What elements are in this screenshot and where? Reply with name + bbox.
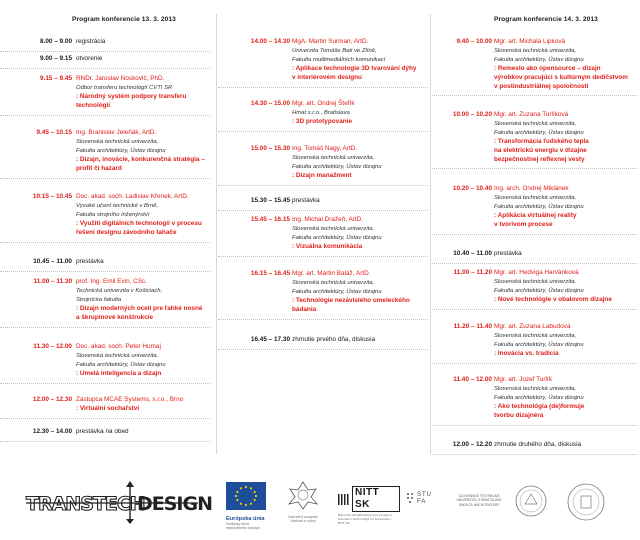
talk-title: tvorbu dizajnéra [494, 411, 544, 419]
affiliation: Fakulta strojního inženýrství [76, 211, 150, 218]
speaker-name: Mgr. art. Zuzana Turlíková [494, 111, 569, 118]
day2-title: Program konferencie 14. 3. 2013 [494, 16, 598, 23]
column-divider [430, 14, 431, 454]
entry-time: 10.00 – 10.20 [452, 111, 492, 118]
affiliation: Fakulta architektúry, Ústav dizajnu [494, 129, 584, 136]
entry-separator [432, 234, 637, 235]
affiliation: Fakulta architektúry, Ústav dizajnu [494, 287, 584, 294]
affiliation: Vysoké učení technické v Brně, [76, 202, 159, 209]
stu-fa-text: SLOVENSKÁ TECHNICKÁ UNIVERZITA V BRATISLAVE FAKULTA ARCHITEKTÚRY [456, 494, 502, 507]
affiliation: Slovenská technická univerzita, [494, 47, 577, 54]
entry-time: 11.00 – 11.30 [33, 278, 72, 285]
svg-text:DESIGN: DESIGN [137, 493, 213, 515]
seal-icon [566, 482, 606, 522]
affiliation: Fakulta architektúry, Ústav dizajnu [494, 341, 584, 348]
entry-separator [432, 425, 637, 426]
entry-separator [0, 327, 210, 328]
talk-title: : Virtuální sochařství [76, 404, 140, 412]
talk-title: : Dizajn moderných ocelí pre ľahké nosné [76, 304, 203, 312]
eu-label: Európska únia [226, 516, 265, 522]
entry-separator [0, 441, 210, 442]
stu-label: STU [417, 492, 432, 498]
entry-time: 11.20 – 11.40 [453, 323, 492, 330]
affiliation: Hmat s.r.o., Bratislava [292, 109, 350, 116]
seal-icon [514, 484, 548, 518]
entry-time: 15.45 – 16.15 [250, 216, 290, 223]
column-divider [216, 14, 217, 454]
speaker-name: Zástupca MCAE Systems, s.r.o., Brno [76, 396, 184, 403]
entry-separator [432, 363, 637, 364]
talk-title: : Remeslo ako opensource – dizajn [494, 64, 601, 72]
eu-sub: Európsky fond regionálneho rozvoja [226, 522, 260, 530]
nitt-label: NITT SK [352, 486, 400, 512]
talk-title: bezpečnostnej reflexnej vesty [494, 155, 585, 163]
affiliation: Strojnícka fakulta [76, 296, 122, 303]
affiliation: Slovenská technická univerzita, [494, 278, 577, 285]
talk-title: technológií [76, 101, 111, 109]
speaker-name: Mgr. art. Jozef Turlík [494, 376, 552, 383]
entry-separator [0, 271, 210, 272]
talk-title: profit či hazard [76, 164, 122, 172]
affiliation: Slovenská technická univerzita, [76, 138, 159, 145]
entry-time: 10.40 – 11.00 [453, 250, 492, 257]
entry-time: 14.30 – 15.00 [250, 100, 290, 107]
affiliation: Fakulta multimediálních komunikací [292, 56, 386, 63]
entry-time: 9.00 – 9.15 [40, 55, 72, 62]
entry-text: zhrnutie prvého dňa, diskusia [292, 336, 376, 343]
talk-title: : Využití digitálních technologií v procesu [76, 219, 202, 227]
entry-time: 9.45 – 10.15 [36, 129, 72, 136]
speaker-name: Doc. akad. soch. Peter Humaj [76, 343, 161, 350]
entry-text: prestávka na obed [76, 428, 129, 435]
entry-separator [0, 242, 210, 243]
speaker-name: Ing. Branislav Jeleňák, ArtD. [76, 129, 157, 136]
affiliation: Fakulta architektúry, Ústav dizajnu [494, 203, 584, 210]
affiliation: Slovenská technická univerzita, [292, 225, 375, 232]
talk-title: : Nové technológie v obalovom dizajne [494, 295, 612, 303]
speaker-name: Doc. akad. soch. Ladislav Křenek, ArtD. [76, 193, 189, 200]
talk-title: : Aplikace technologie 3D tvarování dýhy [292, 64, 417, 72]
speaker-name: MgA. Martin Surman, ArtD. [292, 38, 369, 45]
entry-time: 9.40 – 10.00 [456, 38, 492, 45]
entry-time: 12.30 – 14.00 [32, 428, 72, 435]
day1-afternoon-column [218, 0, 428, 462]
entry-separator [218, 131, 428, 132]
entry-time: 16.15 – 16.45 [250, 270, 290, 277]
affiliation: Slovenská technická univerzita, [494, 385, 577, 392]
speaker-name: RNDr. Jaroslav Noskovič, PhD. [76, 75, 165, 82]
affiliation: Odbor transferu technológií CVTI SR [76, 84, 173, 91]
affiliation: Fakulta architektúry, Ústav dizajnu [494, 56, 584, 63]
entry-separator [218, 185, 428, 186]
eu-flag-logo [226, 482, 270, 528]
affiliation: Univerzita Tomáše Bati ve Zlíně, [292, 47, 377, 54]
talk-title: : Vizuálna komunikácia [292, 242, 363, 250]
entry-text: prestávka [494, 250, 522, 257]
entry-time: 9.15 – 9.45 [40, 75, 72, 82]
affiliation: Slovenská technická univerzita, [494, 194, 577, 201]
affiliation: Technická univerzita v Košiciach, [76, 287, 163, 294]
speaker-name: Mgr. art. Hedviga Harvánková [494, 269, 579, 276]
nitt-bars-icon [338, 492, 350, 506]
speaker-name: Mgr. art. Ondrej Štefík [292, 100, 355, 107]
university-seal-1 [514, 484, 548, 518]
talk-title: a škrupinové konštrukcie [76, 313, 154, 321]
entry-time: 12.00 – 12.20 [452, 441, 492, 448]
university-seal-2 [566, 482, 606, 522]
talk-title: : Inovácia vs. tradícia [494, 349, 559, 357]
entry-separator [0, 383, 210, 384]
talk-title: : Dizajn manažment [292, 171, 352, 179]
svg-text:TRANSTECH: TRANSTECH [26, 493, 145, 515]
talk-title: výrobkov pracujúci s kultúrnym dedičstvom [494, 73, 628, 81]
affiliation: Fakulta architektúry, Ústav dizajnu [292, 288, 382, 295]
entry-separator [218, 319, 428, 320]
transtechdesign-logo [22, 478, 213, 524]
affiliation: Fakulta architektúry, Ústav dizajnu [76, 361, 166, 368]
talk-title: : Technológie nezávislého umeleckého [292, 296, 410, 304]
talk-title: : Ako technológia (de)formuje [494, 402, 585, 410]
entry-time: 10.20 – 10.40 [452, 185, 492, 192]
stu-sub: FA [417, 499, 427, 505]
speaker-name: Mgr. art. Michala Lipková [494, 38, 566, 45]
affiliation: Slovenská technická univerzita, [292, 279, 375, 286]
footer-logos [0, 472, 640, 534]
entry-separator [218, 87, 428, 88]
speaker-name: Mgr. art. Zuzana Labudová [494, 323, 571, 330]
talk-title: na elektrickú energiu v dizajne [494, 146, 587, 154]
entry-time: 12.00 – 12.30 [32, 396, 72, 403]
talk-title: : Dizajn, inovácie, konkurenčná stratégia – [76, 155, 205, 163]
entry-time: 15.00 – 15.30 [250, 145, 290, 152]
affiliation: Fakulta architektúry, Ústav dizajnu [494, 394, 584, 401]
talk-title: v interiérovém designu [292, 73, 362, 81]
stu-fa-text-logo [452, 494, 506, 512]
entry-separator [0, 115, 210, 116]
stu-fa-logo [406, 492, 440, 512]
entry-text: prestávka [292, 197, 320, 204]
talk-title: : Aplikácia virtuálnej reality [494, 211, 577, 219]
speaker-name: Ing. Tomáš Nagy, ArtD. [292, 145, 358, 152]
entry-time: 14.00 – 14.30 [250, 38, 290, 45]
talk-title: : Transformácia ľudského tepla [494, 137, 589, 145]
talk-title: bádania [292, 305, 317, 313]
entry-separator [432, 309, 637, 310]
entry-time: 10.15 – 10.45 [32, 193, 72, 200]
entry-separator [0, 68, 210, 69]
entry-time: 8.00 – 9.00 [40, 38, 72, 45]
eu-flag-icon [226, 482, 266, 510]
op-crest-logo [284, 480, 324, 530]
entry-separator [432, 454, 637, 455]
entry-separator [0, 51, 210, 52]
speaker-name: prof. Ing. Emil Evin, CSc. [76, 278, 148, 285]
entry-separator [0, 178, 210, 179]
affiliation: Slovenská technická univerzita, [76, 352, 159, 359]
crest-label: Operačný program Výskum a vývoj [287, 515, 319, 523]
speaker-name: Ing. arch. Ondrej Miklánek [494, 185, 569, 192]
entry-text: registrácia [76, 38, 106, 45]
entry-separator [432, 263, 637, 264]
entry-time: 10.45 – 11.00 [33, 258, 72, 265]
entry-time: 11.40 – 12.00 [453, 376, 492, 383]
entry-separator [432, 168, 637, 169]
entry-separator [218, 349, 428, 350]
affiliation: Slovenská technická univerzita, [494, 332, 577, 339]
entry-text: prestávka [76, 258, 104, 265]
entry-text: zhrnutie druhého dňa, diskusia [494, 441, 582, 448]
talk-title: řešení designu závodního tahače [76, 228, 177, 236]
nitt-sub: Národná infraštruktúra pre podporu transferu technológií na Slovensku – NITT SK [338, 513, 393, 525]
talk-title: : Národný systém podpory transferu [76, 92, 187, 100]
entry-separator [432, 95, 637, 96]
affiliation: Slovenská technická univerzita, [494, 120, 577, 127]
nitt-sk-logo [338, 486, 400, 526]
affiliation: Slovenská technická univerzita, [292, 154, 375, 161]
affiliation: Fakulta architektúry, Ústav dizajnu [292, 234, 382, 241]
day1-column [0, 0, 214, 462]
entry-time: 15.30 – 15.45 [250, 197, 290, 204]
crest-icon [284, 480, 322, 510]
entry-separator [218, 256, 428, 257]
affiliation: Fakulta architektúry, Ústav dizajnu [292, 163, 382, 170]
talk-title: v tvorivom procese [494, 220, 553, 228]
day1-title: Program konferencie 13. 3. 2013 [72, 16, 176, 23]
talk-title: : Umelá inteligencia a dizajn [76, 369, 162, 377]
speaker-name: Mgr. art. Martin Baláž, ArtD. [292, 270, 371, 277]
entry-time: 16.45 – 17.30 [250, 336, 290, 343]
affiliation: Fakulta architektúry, Ústav dizajnu [76, 147, 166, 154]
entry-text: otvorenie [76, 55, 103, 62]
entry-time: 11.30 – 12.00 [33, 343, 72, 350]
stu-dots-icon [406, 492, 414, 504]
talk-title: : 3D prototypovanie [292, 117, 353, 125]
day2-column [432, 0, 640, 462]
talk-title: v postindustriálnej spoločnosti [494, 82, 589, 90]
speaker-name: Ing. Michal Dražeň, ArtD. [292, 216, 364, 223]
entry-time: 11.00 – 11.20 [453, 269, 492, 276]
entry-separator [218, 210, 428, 211]
entry-separator [0, 418, 210, 419]
